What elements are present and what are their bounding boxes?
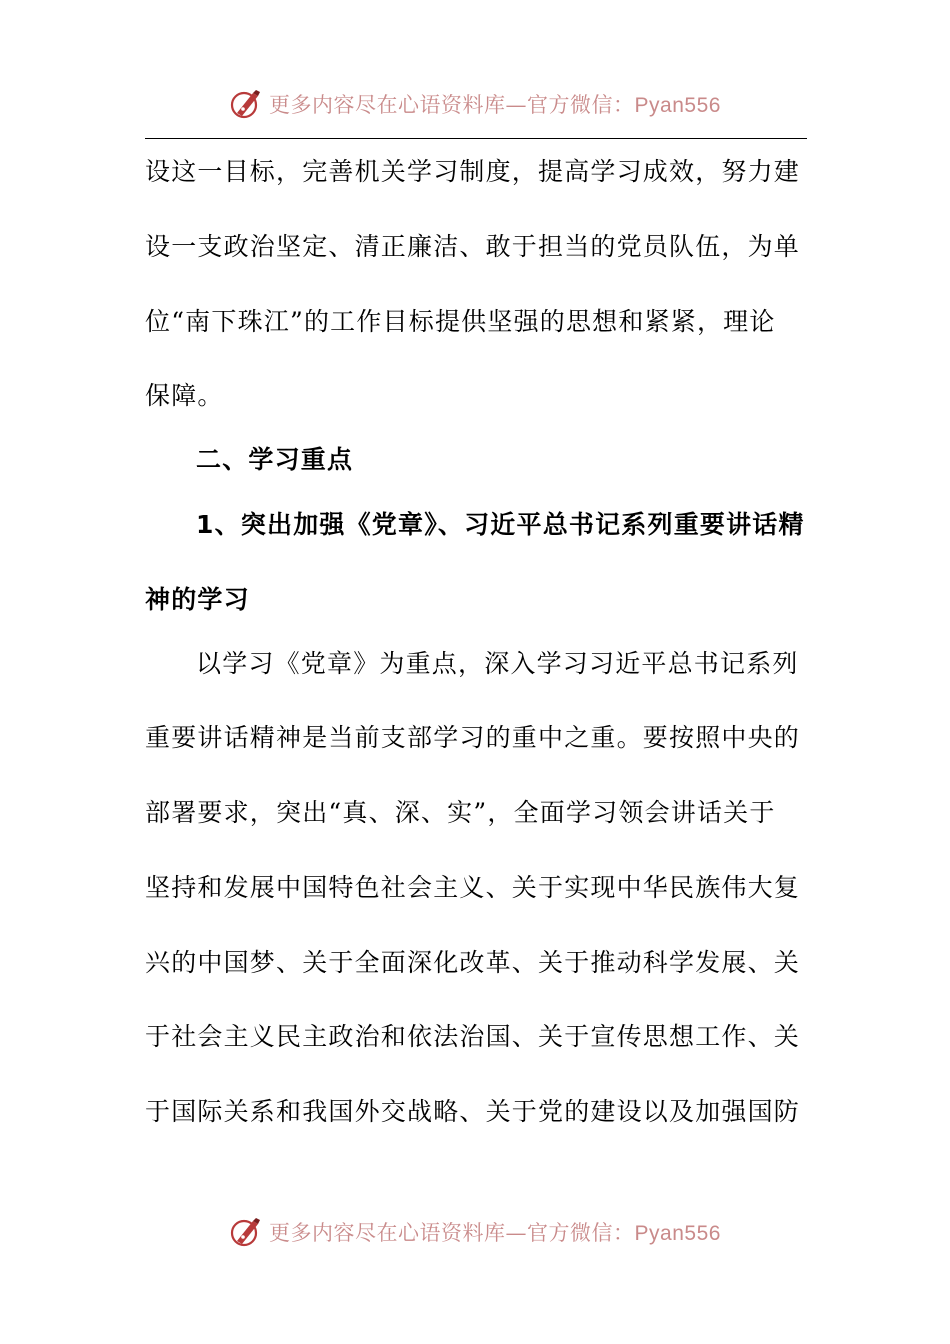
pen-nib-circle-icon <box>229 1215 263 1249</box>
paragraph-line: 保障。 <box>145 381 224 410</box>
paragraph-line: 于社会主义民主政治和依法治国、关于宣传思想工作、关 <box>145 1022 801 1051</box>
header-banner-text: 更多内容尽在心语资料库—官方微信：Pyan556 <box>269 93 721 117</box>
header-banner <box>0 82 950 126</box>
paragraph-line: 重要讲话精神是当前支部学习的重中之重。要按照中央的 <box>145 723 801 752</box>
paragraph-line: 坚持和发展中国特色社会主义、关于实现中华民族伟大复 <box>145 873 801 902</box>
paragraph-line: 位“南下珠江”的工作目标提供坚强的思想和紧紧，理论 <box>145 307 776 336</box>
section-heading: 二、学习重点 <box>196 445 354 474</box>
paragraph-line: 设这一目标，完善机关学习制度，提高学习成效，努力建 <box>145 157 801 186</box>
paragraph-line: 部署要求，突出“真、深、实”，全面学习领会讲话关于 <box>145 798 776 827</box>
paragraph-line: 兴的中国梦、关于全面深化改革、关于推动科学发展、关 <box>145 948 801 977</box>
subsection-heading-line: 1、突出加强《党章》、习近平总书记系列重要讲话精 <box>196 510 805 539</box>
header-divider <box>145 138 807 139</box>
footer-banner-text: 更多内容尽在心语资料库—官方微信：Pyan556 <box>269 1221 721 1245</box>
pen-nib-circle-icon <box>229 87 263 121</box>
paragraph-line: 以学习《党章》为重点，深入学习习近平总书记系列 <box>196 649 799 678</box>
paragraph-line: 设一支政治坚定、清正廉洁、敢于担当的党员队伍，为单 <box>145 232 801 261</box>
subsection-heading-line: 神的学习 <box>145 585 250 614</box>
footer-banner <box>0 1210 950 1254</box>
paragraph-line: 于国际关系和我国外交战略、关于党的建设以及加强国防 <box>145 1097 801 1126</box>
